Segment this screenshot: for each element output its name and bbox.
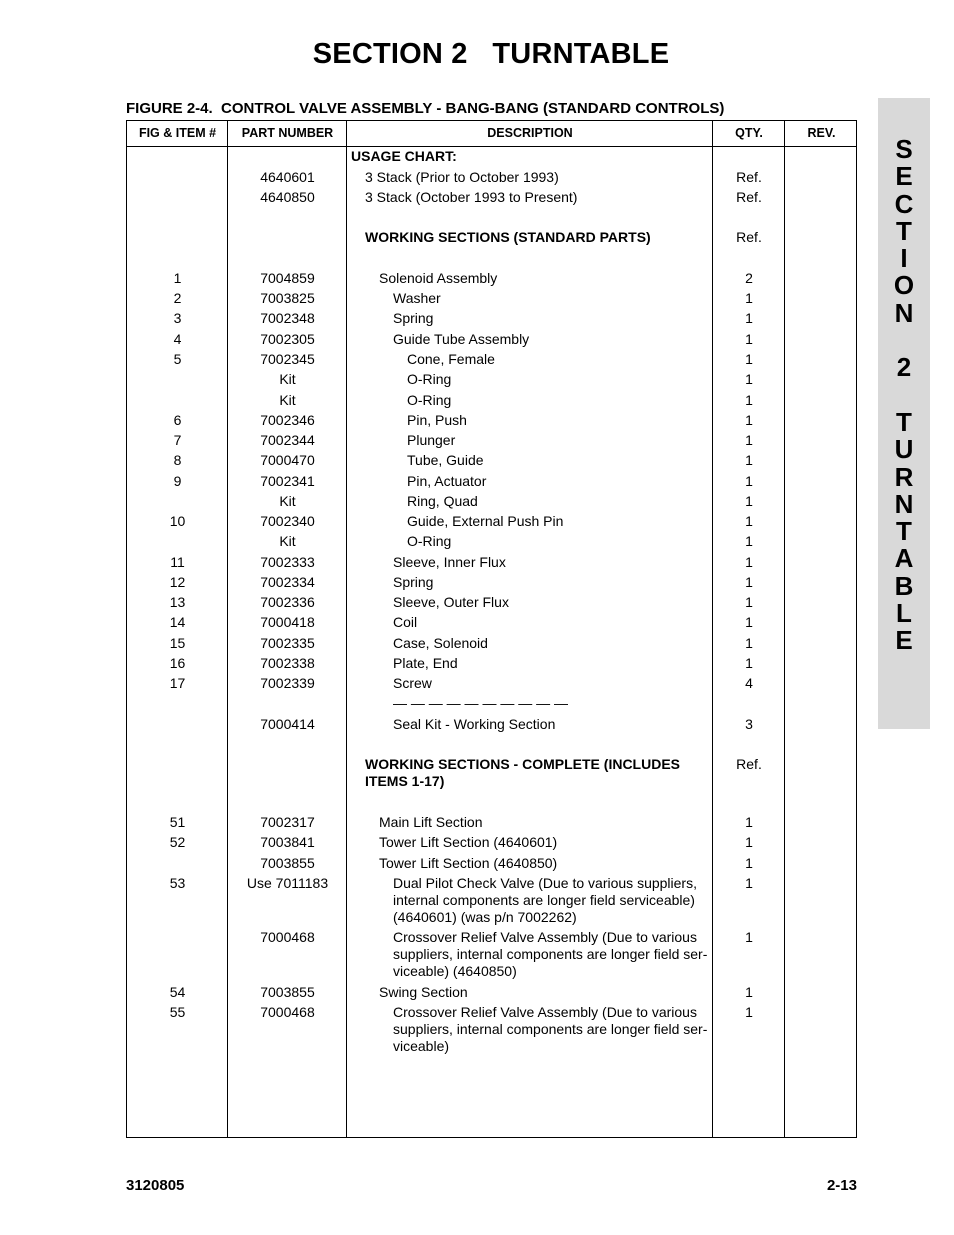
description-cell: Pin, Actuator	[407, 473, 487, 489]
fig-item-cell: 10	[169, 513, 186, 529]
qty-cell: Ref.	[736, 229, 762, 245]
qty-cell: 1	[745, 635, 753, 651]
page-number: 2-13	[826, 1177, 857, 1194]
description-cell: O-Ring	[407, 533, 452, 549]
qty-cell: 1	[745, 554, 753, 570]
qty-cell: 1	[745, 371, 753, 387]
part-number-cell: Kit	[279, 371, 296, 387]
qty-cell: 1	[745, 412, 753, 428]
description-cell: Cone, Female	[407, 351, 495, 367]
qty-cell: 1	[745, 655, 753, 671]
fig-item-cell: 5	[173, 351, 182, 367]
header-description: DESCRIPTION	[487, 126, 573, 140]
qty-cell: 1	[745, 310, 753, 326]
qty-cell: 1	[745, 614, 753, 630]
description-cell: Guide, External Push Pin	[407, 513, 564, 529]
fig-item-cell: 11	[170, 554, 185, 570]
fig-item-cell: 9	[173, 473, 182, 489]
part-number-cell: 7002333	[260, 554, 315, 570]
header-fig: FIG & ITEM #	[138, 126, 217, 140]
qty-cell: 1	[745, 493, 753, 509]
fig-item-cell: 53	[169, 875, 186, 891]
qty-cell: 1	[745, 533, 753, 549]
part-number-cell: 7002334	[260, 574, 315, 590]
description-cell: Sleeve, Outer Flux	[393, 594, 509, 610]
description-cell: Dual Pilot Check Valve (Due to various suppliers, internal components are longer field serviceable) (4640601) (was p/n 7002262)	[393, 875, 697, 925]
part-number-cell: Use 7011183	[246, 875, 329, 891]
qty-cell: 1	[745, 351, 753, 367]
part-number-cell: 7002340	[260, 513, 315, 529]
fig-item-cell: 54	[169, 984, 186, 1000]
description-cell: Crossover Relief Valve Assembly (Due to various suppliers, internal components are longer field ser-viceable)	[393, 1004, 708, 1054]
description-cell: Tube, Guide	[407, 452, 484, 468]
qty-cell: 1	[745, 984, 753, 1000]
part-number-cell: 7003825	[260, 290, 315, 306]
part-number-cell: 7003855	[260, 855, 315, 871]
part-number-cell: 7002335	[260, 635, 315, 651]
figure-title: FIGURE 2-4. CONTROL VALVE ASSEMBLY - BANG-BANG (STANDARD CONTROLS)	[126, 100, 725, 117]
description-cell: Spring	[393, 574, 434, 590]
qty-cell: 1	[745, 834, 753, 850]
fig-item-cell: 12	[169, 574, 186, 590]
part-number-cell: 7002348	[260, 310, 315, 326]
description-cell: Main Lift Section	[379, 814, 483, 830]
fig-item-cell: 4	[173, 331, 182, 347]
description-cell: Swing Section	[379, 984, 468, 1000]
fig-item-cell: 51	[169, 814, 186, 830]
qty-cell: 1	[745, 392, 753, 408]
qty-cell: 4	[745, 675, 753, 691]
description-cell: Washer	[393, 290, 441, 306]
fig-item-cell: 8	[173, 452, 182, 468]
qty-cell: Ref.	[736, 169, 762, 185]
parts-table	[126, 120, 857, 1138]
qty-cell: 1	[745, 513, 753, 529]
description-cell: Solenoid Assembly	[379, 270, 498, 286]
fig-item-cell: 3	[173, 310, 182, 326]
fig-item-cell: 2	[173, 290, 182, 306]
part-number-cell: 7000470	[260, 452, 315, 468]
part-number-cell: Kit	[279, 493, 296, 509]
fig-item-cell: 52	[169, 834, 186, 850]
section-tab	[878, 98, 930, 729]
description-cell: Coil	[393, 614, 418, 630]
description-cell: Spring	[393, 310, 434, 326]
description-cell: Pin, Push	[407, 412, 467, 428]
description-cell: Screw	[393, 675, 432, 691]
description-cell: Ring, Quad	[407, 493, 478, 509]
qty-cell: 1	[745, 594, 753, 610]
description-cell: WORKING SECTIONS - COMPLETE (INCLUDES ITEMS 1-17)	[365, 756, 680, 789]
qty-cell: Ref.	[736, 756, 762, 772]
qty-cell: 1	[745, 875, 753, 891]
description-cell: O-Ring	[407, 392, 452, 408]
part-number-cell: 4640850	[260, 189, 315, 205]
part-number-cell: 7002346	[260, 412, 315, 428]
part-number-cell: 7002338	[260, 655, 315, 671]
description-cell: Plate, End	[393, 655, 458, 671]
qty-cell: 1	[745, 452, 753, 468]
qty-cell: Ref.	[736, 189, 762, 205]
fig-item-cell: 16	[169, 655, 186, 671]
part-number-cell: 7000468	[260, 1004, 315, 1020]
header-divider	[127, 146, 856, 147]
part-number-cell: 7000414	[260, 716, 315, 732]
qty-cell: 1	[745, 814, 753, 830]
qty-cell: 1	[745, 574, 753, 590]
description-cell: Plunger	[407, 432, 456, 448]
part-number-cell: 7002341	[260, 473, 315, 489]
qty-cell: 1	[745, 290, 753, 306]
description-cell: Case, Solenoid	[393, 635, 488, 651]
qty-cell: 1	[745, 929, 753, 945]
part-number-cell: 7002336	[260, 594, 315, 610]
qty-cell: 1	[745, 855, 753, 871]
part-number-cell: Kit	[279, 392, 296, 408]
part-number-cell: 7002345	[260, 351, 315, 367]
section-tab-label: S E C T I O N 2 T U R N T A B L E	[893, 134, 915, 656]
description-cell: Seal Kit - Working Section	[393, 716, 556, 732]
header-qty: QTY.	[735, 126, 763, 140]
qty-cell: 1	[745, 1004, 753, 1020]
fig-item-cell: 17	[169, 675, 186, 691]
part-number-cell: 7004859	[260, 270, 315, 286]
qty-cell: 1	[745, 473, 753, 489]
description-cell: — — — — — — — — — —	[393, 695, 569, 711]
header-part-number: PART NUMBER	[241, 126, 334, 140]
fig-item-cell: 7	[173, 432, 182, 448]
part-number-cell: 7003841	[260, 834, 315, 850]
fig-item-cell: 13	[169, 594, 186, 610]
part-number-cell: 4640601	[260, 169, 315, 185]
description-cell: 3 Stack (Prior to October 1993)	[365, 169, 559, 185]
qty-cell: 1	[745, 432, 753, 448]
header-rev: REV.	[807, 126, 836, 140]
description-cell: Crossover Relief Valve Assembly (Due to various suppliers, internal components are longer field ser-viceable) (4640850)	[393, 929, 708, 979]
fig-item-cell: 6	[173, 412, 182, 428]
part-number-cell: 7000468	[260, 929, 315, 945]
part-number-cell: 7002305	[260, 331, 315, 347]
qty-cell: 3	[745, 716, 753, 732]
part-number-cell: 7003855	[260, 984, 315, 1000]
description-cell: Guide Tube Assembly	[393, 331, 530, 347]
fig-item-cell: 55	[169, 1004, 186, 1020]
description-cell: Tower Lift Section (4640601)	[379, 834, 558, 850]
section-title: SECTION 2 TURNTABLE	[312, 38, 670, 70]
part-number-cell: Kit	[279, 533, 296, 549]
description-cell: 3 Stack (October 1993 to Present)	[365, 189, 578, 205]
qty-cell: 1	[745, 331, 753, 347]
document-number: 3120805	[126, 1177, 185, 1194]
description-cell: O-Ring	[407, 371, 452, 387]
description-cell: Tower Lift Section (4640850)	[379, 855, 558, 871]
description-cell: USAGE CHART:	[351, 148, 457, 164]
part-number-cell: 7000418	[260, 614, 315, 630]
qty-cell: 2	[745, 270, 753, 286]
fig-item-cell: 15	[169, 635, 186, 651]
description-cell: Sleeve, Inner Flux	[393, 554, 506, 570]
part-number-cell: 7002344	[260, 432, 315, 448]
fig-item-cell: 14	[169, 614, 186, 630]
part-number-cell: 7002339	[260, 675, 315, 691]
fig-item-cell: 1	[173, 270, 182, 286]
description-cell: WORKING SECTIONS (STANDARD PARTS)	[365, 229, 651, 245]
part-number-cell: 7002317	[260, 814, 315, 830]
